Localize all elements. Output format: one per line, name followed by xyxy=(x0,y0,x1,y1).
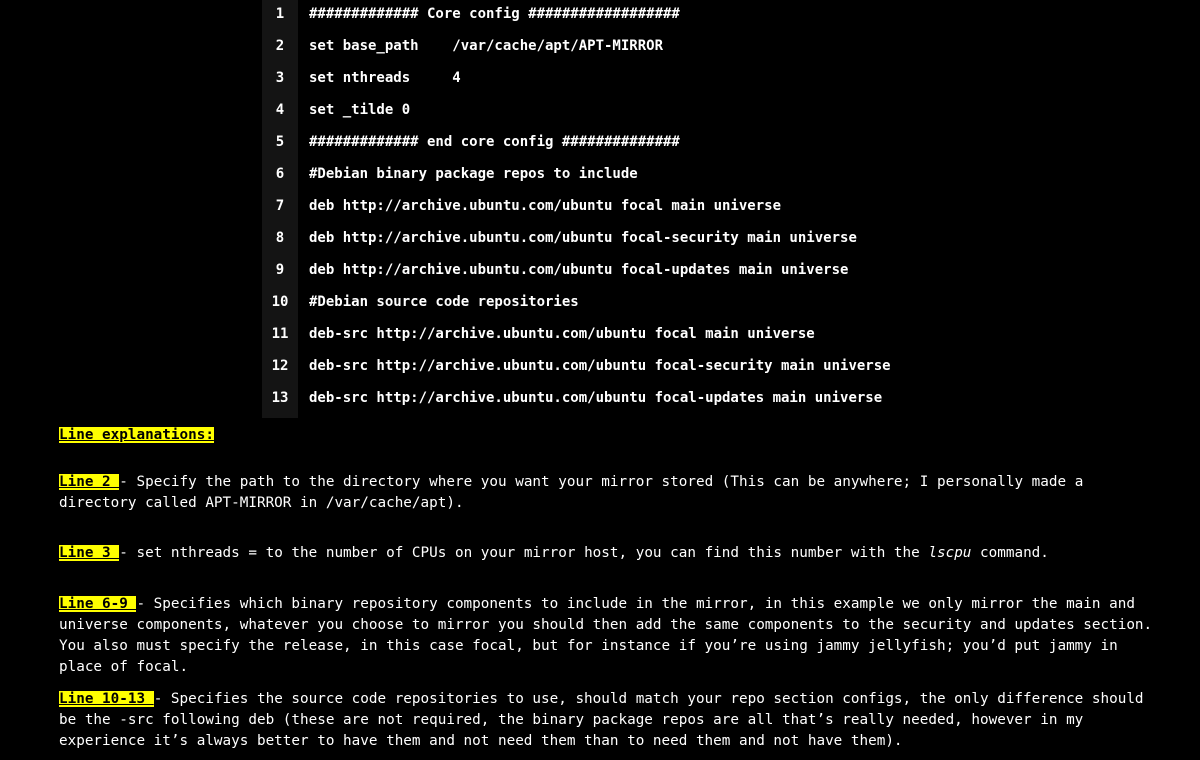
code-line xyxy=(262,128,922,160)
line-number: 12 xyxy=(271,358,289,374)
code-text: set nthreads 4 xyxy=(309,70,461,86)
code-line xyxy=(262,320,922,352)
code-text: deb http://archive.ubuntu.com/ubuntu focal main universe xyxy=(309,198,782,214)
code-text: deb-src http://archive.ubuntu.com/ubuntu focal-updates main universe xyxy=(309,390,883,406)
explanations-heading xyxy=(59,425,214,446)
code-text: set _tilde 0 xyxy=(309,102,411,118)
explanation-label: Line 6-9 xyxy=(59,596,137,612)
code-block xyxy=(262,0,922,418)
code-text: #Debian binary package repos to include xyxy=(309,166,638,182)
code-text: ############# Core config ################## xyxy=(309,6,680,22)
explanation-line-10-13 xyxy=(59,689,1169,752)
explanation-text: - set nthreads = to the number of CPUs on your mirror host, you can find this number with the xyxy=(119,545,929,561)
line-number: 9 xyxy=(275,262,285,278)
explanation-text: - Specifies which binary repository components to include in the mirror, in this example we only mirror the main and universe components, whatever you choose to mirror you should then add the same components to the security and updates section. You also must specify the release, in this case focal, but for instance if you’re using jammy jellyfish; you’d put jammy in place of focal. xyxy=(59,596,1153,675)
code-line xyxy=(262,160,922,192)
code-line xyxy=(262,64,922,96)
code-text: ############# end core config ############## xyxy=(309,134,680,150)
line-number: 7 xyxy=(275,198,285,214)
code-line xyxy=(262,96,922,128)
explanation-command: lscpu xyxy=(928,545,972,561)
line-number: 5 xyxy=(275,134,285,150)
code-line xyxy=(262,32,922,64)
line-number: 11 xyxy=(271,326,289,342)
code-line xyxy=(262,352,922,384)
code-text: set base_path /var/cache/apt/APT-MIRROR xyxy=(309,38,664,54)
line-number: 3 xyxy=(275,70,285,86)
explanation-text: - Specify the path to the directory where you want your mirror stored (This can be anywhere; I personally made a directory called APT-MIRROR in /var/cache/apt). xyxy=(59,474,1084,511)
code-text: #Debian source code repositories xyxy=(309,294,579,310)
code-line xyxy=(262,256,922,288)
line-number: 10 xyxy=(271,294,289,310)
code-line xyxy=(262,192,922,224)
code-line xyxy=(262,0,922,32)
code-text: deb-src http://archive.ubuntu.com/ubuntu focal main universe xyxy=(309,326,815,342)
line-number: 6 xyxy=(275,166,285,182)
line-number: 1 xyxy=(275,6,285,22)
explanation-label: Line 3 xyxy=(59,545,120,561)
code-line xyxy=(262,288,922,320)
code-text: deb http://archive.ubuntu.com/ubuntu focal-updates main universe xyxy=(309,262,849,278)
code-text: deb http://archive.ubuntu.com/ubuntu focal-security main universe xyxy=(309,230,857,246)
explanation-line-6-9 xyxy=(59,594,1169,678)
explanation-text-end: command. xyxy=(971,545,1049,561)
code-line xyxy=(262,384,922,416)
line-number: 8 xyxy=(275,230,285,246)
code-line xyxy=(262,224,922,256)
explanations-heading-label: Line explanations: xyxy=(59,427,214,443)
explanation-label: Line 2 xyxy=(59,474,120,490)
line-number: 13 xyxy=(271,390,289,406)
line-number: 4 xyxy=(275,102,285,118)
explanation-text: - Specifies the source code repositories to use, should match your repo section configs, the only difference should be the -src following deb (these are not required, the binary package repos are all that’s really needed, however in my experience it’s always better to have them and not need them than to need them and not have them). xyxy=(59,691,1144,749)
explanation-line-2 xyxy=(59,472,1169,514)
explanation-label: Line 10-13 xyxy=(59,691,154,707)
explanation-line-3 xyxy=(59,543,1169,564)
code-text: deb-src http://archive.ubuntu.com/ubuntu focal-security main universe xyxy=(309,358,891,374)
line-number: 2 xyxy=(275,38,285,54)
